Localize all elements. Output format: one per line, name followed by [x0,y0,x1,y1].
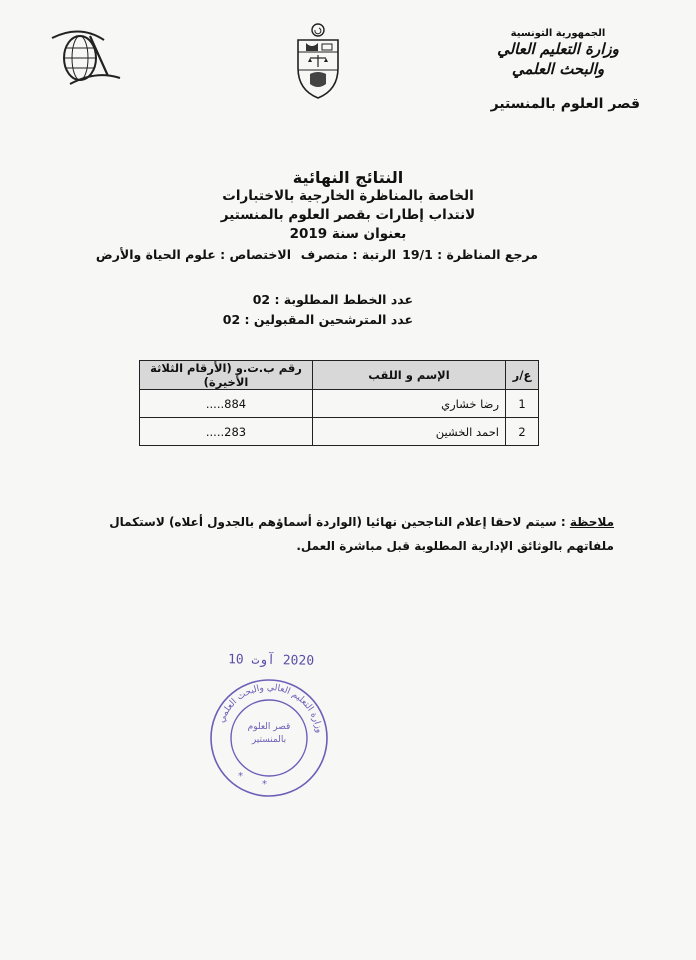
results-table [139,360,539,446]
row-id-number: 283..... [140,418,313,446]
republic-label: الجمهورية التونسية [510,28,606,39]
rank-label: الرتبة : متصرف [300,247,396,262]
svg-text:*: * [238,771,243,782]
title-line-3: لانتداب إطارات بقصر العلوم بالمنستير [220,207,476,223]
title-line-2: الخاصة بالمناظرة الخارجية بالاختبارات [222,188,474,204]
seal-ring-path: وزارة التعليم العالي والبحث العلمي [216,682,324,734]
table-row [140,418,539,446]
row-name: احمد الخشين [313,418,506,446]
date-stamp: 2020 آوت 10 [227,652,315,669]
institution-logo-icon [50,26,122,88]
header-name: الإسم و اللقب [313,361,506,390]
ministry-name-line1: وزارة التعليم العالي [497,40,619,58]
coat-of-arms-icon [292,22,344,100]
accepted-count: عدد المترشحين المقبولين : 02 [222,312,413,327]
row-number: 2 [506,418,539,446]
row-name: رضا خشاري [313,390,506,418]
ministry-name-line2: والبحث العلمي [511,60,605,78]
title-block [0,168,696,244]
header-number: ع/ر [506,361,539,390]
institution-name: قصر العلوم بالمنستير [490,96,640,112]
table-header-row [140,361,539,390]
note-text: : سيتم لاحقا إعلام الناجحين نهائيا (الواردة أسماؤهم بالجدول أعلاه) لاستكمال ملفاتهم بالوثائق الإدارية المطلوبة قبل مباشرة العمل. [109,515,614,553]
main-title: النتائج النهائية [292,168,404,187]
seal-center-text: قصر العلوم بالمنستير [247,722,291,745]
specialty-label: الاختصاص : علوم الحياة والأرض [95,247,291,262]
row-number: 1 [506,390,539,418]
note-paragraph [74,510,614,558]
table-row [140,390,539,418]
header-id-number: رقم ب.ت.و (الأرقام الثلاثة الأخيرة) [140,361,313,390]
official-seal-icon [206,675,332,801]
competition-reference: مرجع المناظرة : 19/1 [402,247,538,262]
row-id-number: 884..... [140,390,313,418]
title-line-4: بعنوان سنة 2019 [289,226,407,242]
ministry-header [478,28,638,79]
positions-count: عدد الخطط المطلوبة : 02 [252,292,413,307]
svg-text:*: * [262,779,267,790]
note-label: ملاحظة [569,515,614,529]
